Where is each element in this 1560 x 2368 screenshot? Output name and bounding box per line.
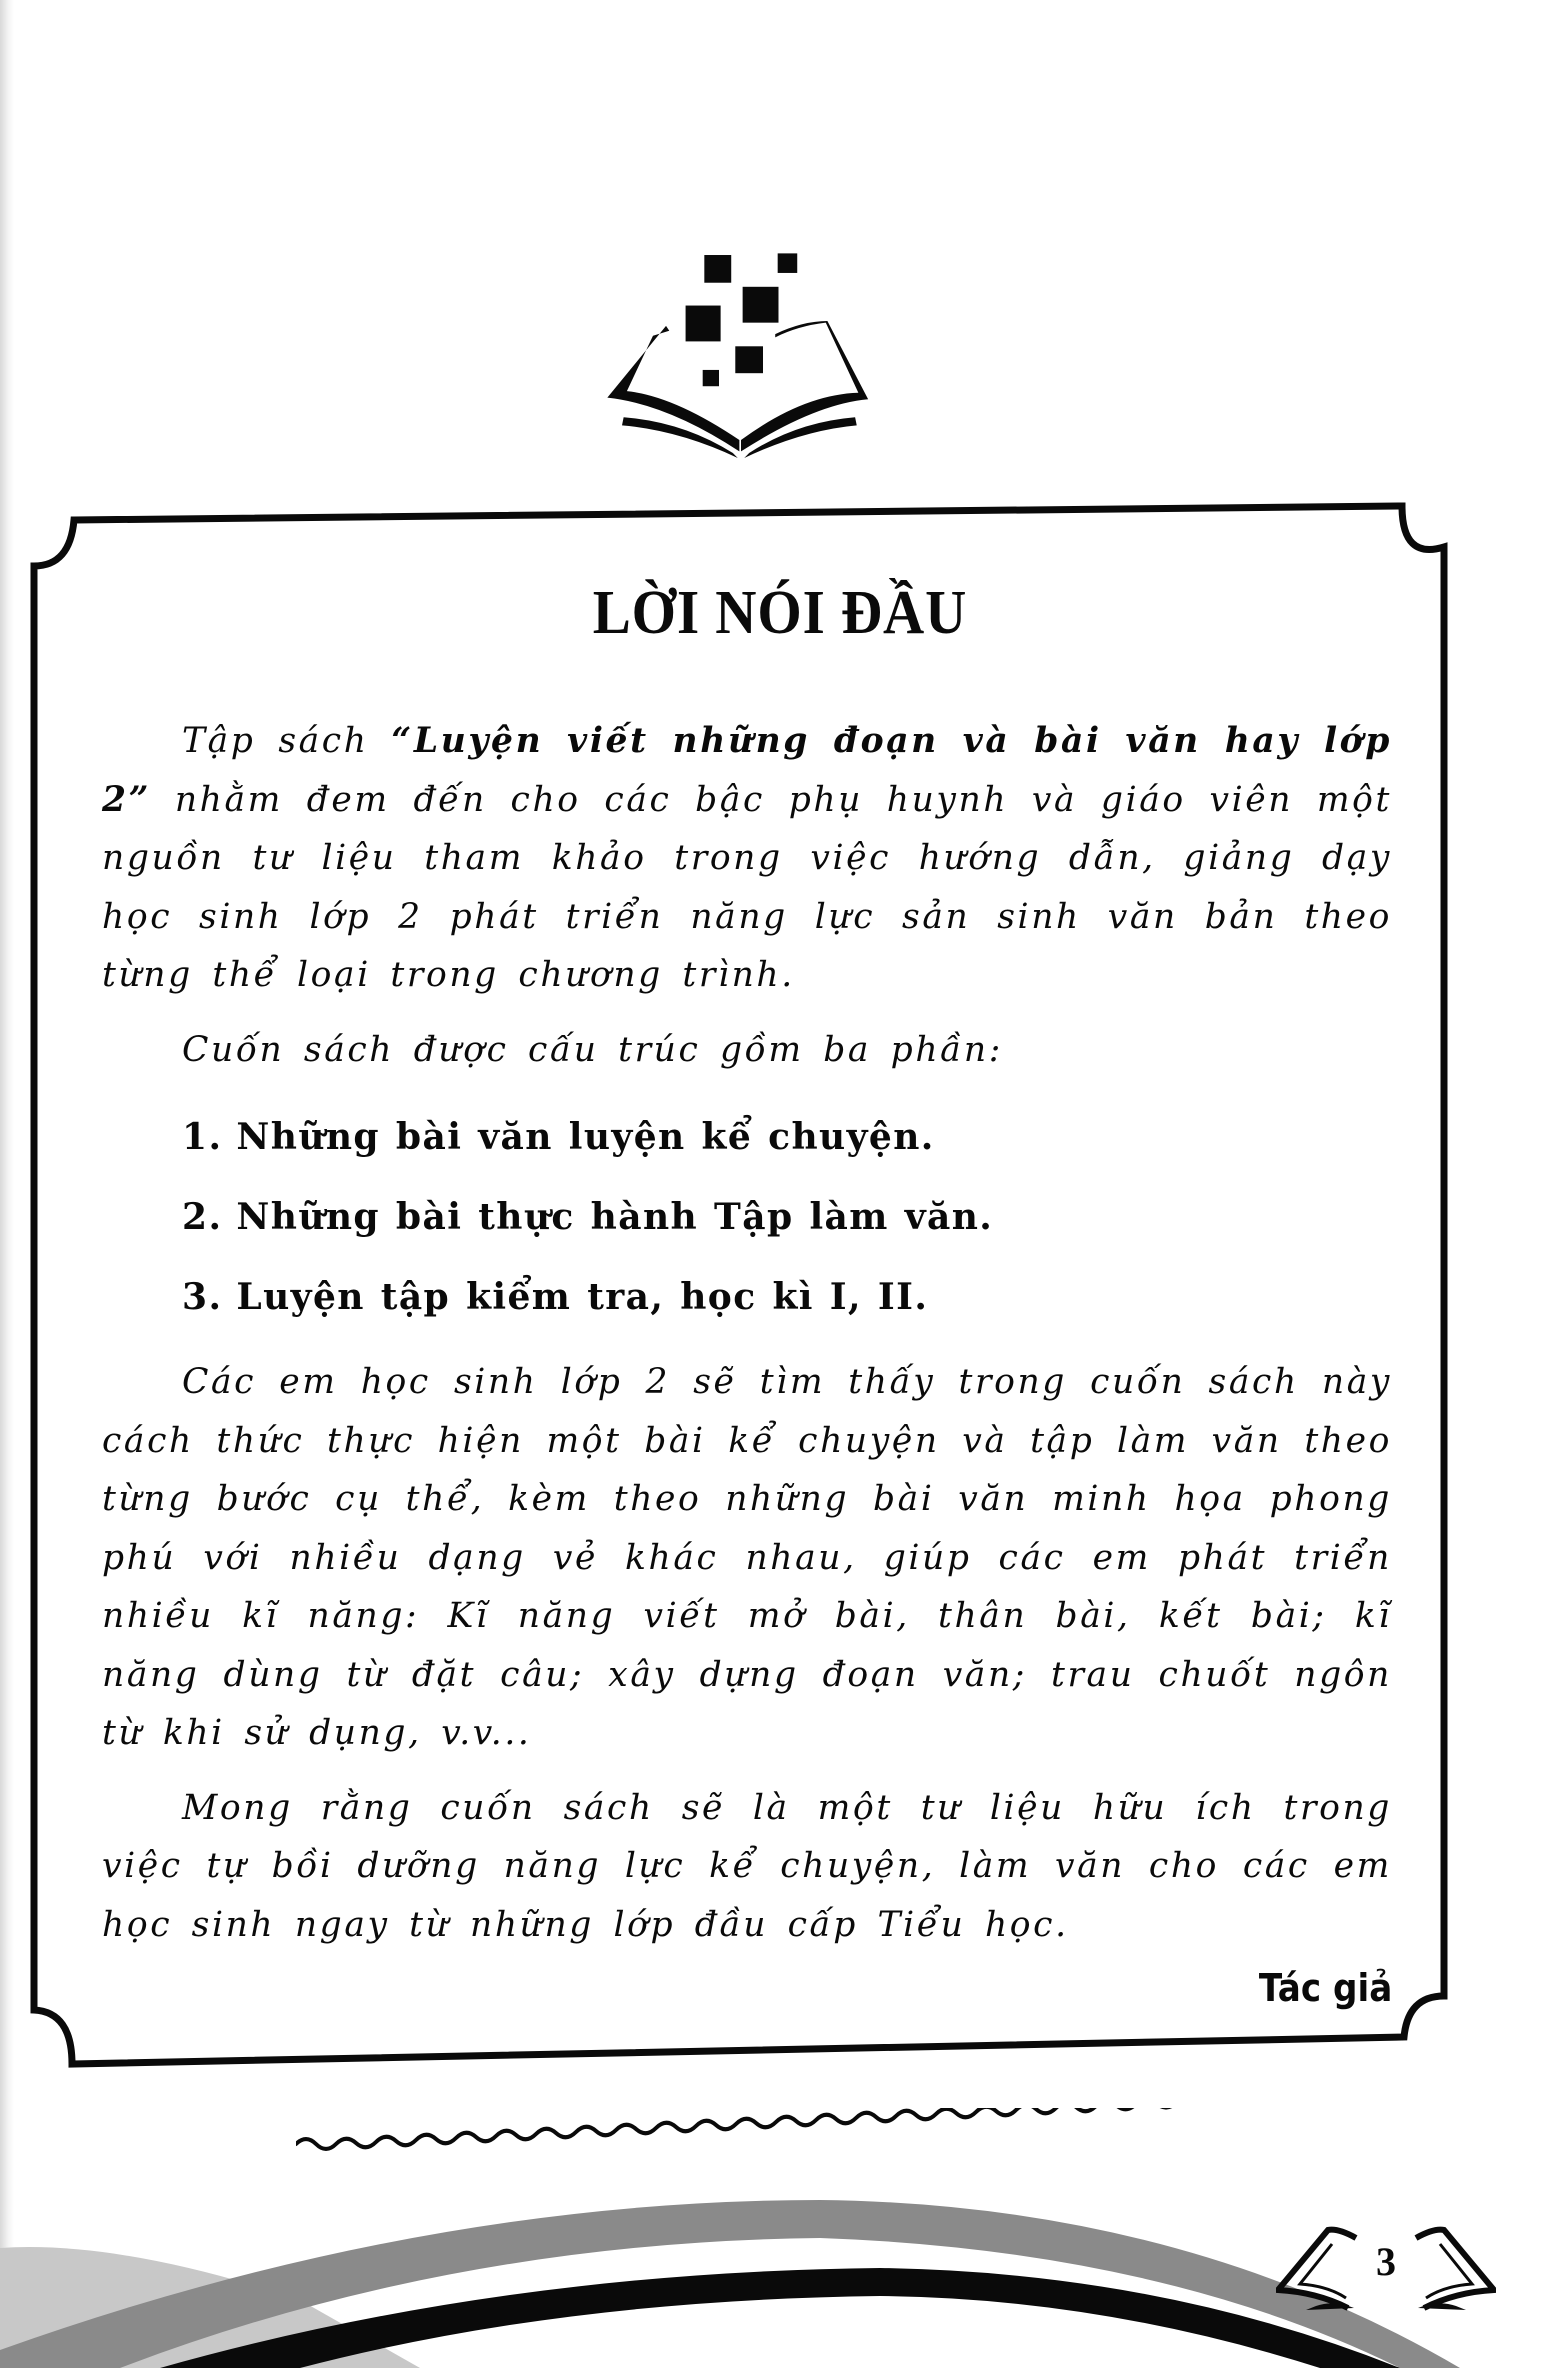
list-item-label: Những bài văn luyện kể chuyện.	[236, 1116, 935, 1158]
author-signature: Tác giả	[1258, 1966, 1392, 2010]
paragraph-lead: Tập sách	[182, 721, 392, 761]
paragraph-closing: Mong rằng cuốn sách sẽ là một tư liệu hữu ích trong việc tự bồi dưỡng năng lực kể chuyện, làm văn cho các em học sinh ngay từ những lớp đầu cấp Tiểu học.	[102, 1787, 1392, 1945]
wavy-divider	[296, 2108, 1176, 2158]
paragraph-structure: Cuốn sách được cấu trúc gồm ba phần:	[182, 1029, 1003, 1070]
list-item	[102, 1177, 1392, 1257]
page-binding-shadow	[0, 0, 14, 2368]
page-title: LỜI NÓI ĐẦU	[592, 579, 968, 647]
preface-body	[102, 712, 1392, 1954]
parts-list	[102, 1097, 1392, 1337]
paragraph-content: Các em học sinh lớp 2 sẽ tìm thấy trong cuốn sách này cách thức thực hiện một bài kể chuyện và tập làm văn theo từng bước cụ thể, kèm theo những bài văn minh họa phong phú với nhiều dạng vẻ khác nhau, giúp các em phát triển nhiều kĩ năng: Kĩ năng viết mở bài, thân bài, kết bài; kĩ năng dùng từ đặt câu; xây dựng đoạn văn; trau chuốt ngôn từ khi sử dụng, v.v...	[102, 1362, 1392, 1753]
open-book-with-pixels-icon	[578, 222, 904, 482]
list-item-number: 3.	[182, 1276, 223, 1318]
page-number: 3	[1376, 2239, 1396, 2284]
list-item-number: 1.	[182, 1116, 223, 1158]
book-title: “Luyện viết những đoạn và bài văn hay lớp 2”	[102, 721, 1392, 820]
list-item-label: Luyện tập kiểm tra, học kì I, II.	[236, 1276, 929, 1318]
list-item-label: Những bài thực hành Tập làm văn.	[236, 1196, 994, 1238]
paragraph-intro	[102, 712, 1392, 1005]
list-item	[102, 1097, 1392, 1177]
list-item	[102, 1257, 1392, 1337]
list-item-number: 2.	[182, 1196, 223, 1238]
paragraph-rest: nhằm đem đến cho các bậc phụ huynh và giáo viên một nguồn tư liệu tham khảo trong việc hướng dẫn, giảng dạy học sinh lớp 2 phát triển năng lực sản sinh văn bản theo từng thể loại trong chương trình.	[102, 779, 1392, 995]
